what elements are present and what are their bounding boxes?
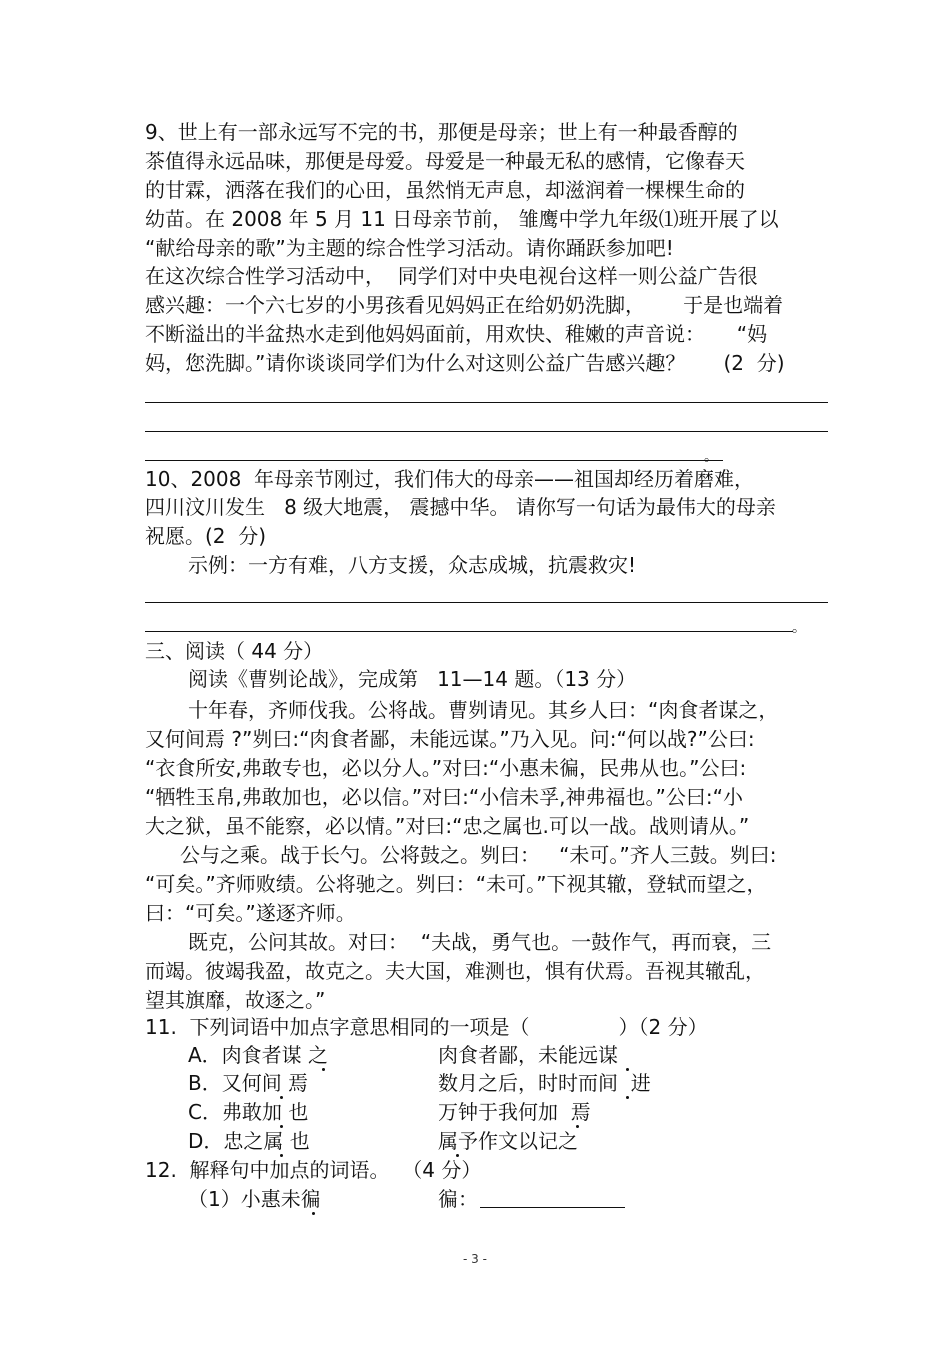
q11-option-b-right: 数月之后，时时而间 进 xyxy=(438,1071,651,1095)
passage-line-4: “牺牲玉帛,弗敢加也，必以信。”对曰:“小信未孚,神弗福也。”公曰:“小 xyxy=(145,785,743,809)
q10-answer-line-1[interactable] xyxy=(145,602,828,603)
q12-item-1-label: 徧： xyxy=(438,1187,478,1211)
passage-line-8: 曰：“可矣。”遂逐齐师。 xyxy=(145,901,356,925)
q10-end-mark: 。 xyxy=(792,620,806,636)
section3-intro: 阅读《曹刿论战》，完成第 11—14 题。（13 分） xyxy=(188,667,637,691)
passage-line-9: 既克，公问其故。对曰： “夫战，勇气也。一鼓作气，再而衰，三 xyxy=(188,930,772,954)
section3-heading: 三、阅读（ 44 分） xyxy=(145,639,324,663)
emphasis-dot-q12 xyxy=(312,1212,315,1215)
q9-line-5: “献给母亲的歌”为主题的综合性学习活动。请你踊跃参加吧! xyxy=(145,236,674,260)
q11-option-a-left[interactable]: A．肉食者谋 之 xyxy=(188,1043,329,1067)
emphasis-dot-b xyxy=(280,1096,283,1099)
q10-line-3: 祝愿。(2 分) xyxy=(145,524,267,548)
q9-line-4: 幼苗。在 2008 年 5 月 11 日母亲节前， 雏鹰中学九年级⑴班开展了以 xyxy=(145,207,779,231)
q11-option-b-left[interactable]: B．又何间 焉 xyxy=(188,1071,309,1095)
q11-option-a-right: 肉食者鄙，未能远谋 xyxy=(438,1043,618,1067)
passage-line-6: 公与之乘。战于长勺。公将鼓之。刿曰： “未可。”齐人三鼓。刿曰: xyxy=(180,843,777,867)
emphasis-dot-a xyxy=(322,1068,325,1071)
q9-line-8: 不断溢出的半盆热水走到他妈妈面前，用欢快、稚嫩的声音说： “妈 xyxy=(145,322,768,346)
q12-item-1-answer-blank[interactable] xyxy=(480,1207,625,1208)
q11-option-d-right: 属予作文以记之 xyxy=(438,1129,578,1153)
passage-line-1: 十年春，齐师伐我。公将战。曹刿请见。其乡人曰：“肉食者谋之， xyxy=(188,698,779,722)
passage-line-11: 望其旗靡，故逐之。” xyxy=(145,988,326,1012)
q9-answer-line-2[interactable] xyxy=(145,431,828,432)
q11-option-c-left[interactable]: C．弗敢加 也 xyxy=(188,1100,309,1124)
q10-example: 示例：一方有难，八方支援，众志成城，抗震救灾! xyxy=(188,553,637,577)
passage-line-7: “可矣。”齐师败绩。公将驰之。刿曰：“未可。”下视其辙，登轼而望之， xyxy=(145,872,767,896)
emphasis-dot-b-right xyxy=(626,1096,629,1099)
passage-line-10: 而竭。彼竭我盈，故克之。夫大国，难测也，惧有伏焉。吾视其辙乱， xyxy=(145,959,765,983)
q9-line-1: 9、世上有一部永远写不完的书，那便是母亲；世上有一种最香醇的 xyxy=(145,120,738,144)
passage-line-5: 大之狱，虽不能察，必以情。”对曰:“忠之属也.可以一战。战则请从。” xyxy=(145,814,750,838)
q9-line-6: 在这次综合性学习活动中， 同学们对中央电视台这样一则公益广告很 xyxy=(145,264,758,288)
q11-option-c-right: 万钟于我何加 焉 xyxy=(438,1100,591,1124)
q11-stem: 11. 下列词语中加点字意思相同的一项是（ ）（2 分） xyxy=(145,1015,708,1039)
emphasis-dot-a-right xyxy=(626,1068,629,1071)
q9-line-2: 茶值得永远品味，那便是母爱。母爱是一种最无私的感情，它像春天 xyxy=(145,149,745,173)
passage-line-3: “衣食所安,弗敢专也，必以分人。”对曰:“小惠未徧，民弗从也。”公曰: xyxy=(145,756,747,780)
q10-line-2: 四川汶川发生 8 级大地震， 震撼中华。 请你写一句话为最伟大的母亲 xyxy=(145,495,776,519)
q12-stem: 12. 解释句中加点的词语。 （4 分） xyxy=(145,1158,482,1182)
q9-line-7: 感兴趣：一个六七岁的小男孩看见妈妈正在给奶奶洗脚， 于是也端着 xyxy=(145,293,784,317)
emphasis-dot-c xyxy=(280,1125,283,1128)
q9-line-3: 的甘霖，洒落在我们的心田，虽然悄无声息，却滋润着一棵棵生命的 xyxy=(145,178,745,202)
q10-line-1: 10、2008 年母亲节刚过，我们伟大的母亲——祖国却经历着磨难， xyxy=(145,467,755,491)
q9-end-mark: 。 xyxy=(704,449,718,465)
q9-line-9: 妈，您洗脚。”请你谈谈同学们为什么对这则公益广告感兴趣？ (2 分) xyxy=(145,351,785,375)
q10-answer-line-2[interactable] xyxy=(145,631,793,632)
q9-answer-line-3[interactable] xyxy=(145,460,723,461)
q11-option-d-left[interactable]: D．忠之属 也 xyxy=(188,1129,310,1153)
emphasis-dot-c-right xyxy=(576,1125,579,1128)
q9-answer-line-1[interactable] xyxy=(145,402,828,403)
page-number: - 3 - xyxy=(463,1252,487,1266)
q12-item-1: （1）小惠未徧 xyxy=(188,1187,321,1211)
passage-line-2: 又何间焉 ?”刿曰:“肉食者鄙，未能远谋。”乃入见。问:“何以战?”公曰: xyxy=(145,727,755,751)
